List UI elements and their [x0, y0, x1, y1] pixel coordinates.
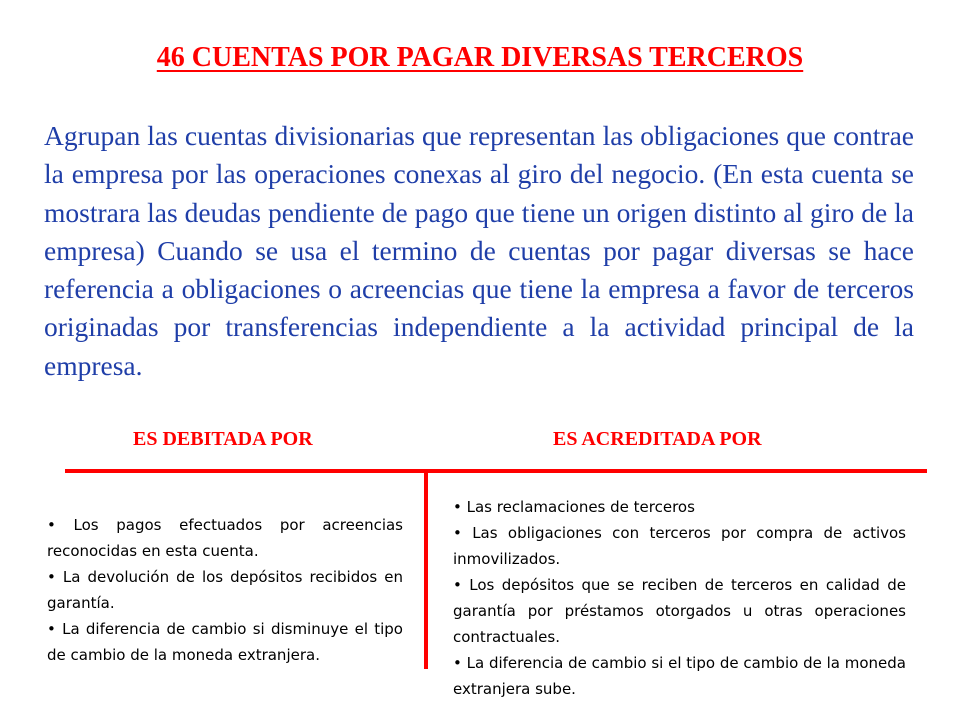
- debit-item: • Los pagos efectuados por acreencias reconocidas en esta cuenta.: [47, 516, 403, 560]
- debit-heading: ES DEBITADA POR: [133, 428, 313, 450]
- intro-paragraph: Agrupan las cuentas divisionarias que representan las obligaciones que contrae la empresa por las operaciones conexas al giro del negocio. (En esta cuenta se mostrara las deudas pendiente de pago que tiene un origen distinto al giro de la empresa) Cuando se usa el termino de cuentas por pagar diversas se hace referencia a obligaciones o acreencias que tiene la empresa a favor de terceros originadas por transferencias independiente a la actividad principal de la empresa.: [44, 120, 914, 381]
- credit-list: [453, 494, 906, 702]
- t-account-horizontal-rule: [65, 469, 927, 473]
- credit-item: • Los depósitos que se reciben de terceros en calidad de garantía por préstamos otorgados u otras operaciones contractuales.: [453, 576, 906, 646]
- page-title: 46 CUENTAS POR PAGAR DIVERSAS TERCEROS: [156, 42, 804, 73]
- credit-item: • La diferencia de cambio si el tipo de cambio de la moneda extranjera sube.: [453, 654, 906, 698]
- debit-list: [47, 512, 403, 668]
- debit-item: • La diferencia de cambio si disminuye el tipo de cambio de la moneda extranjera.: [47, 620, 403, 664]
- credit-item: • Las reclamaciones de terceros: [453, 498, 695, 516]
- credit-item: • Las obligaciones con terceros por compra de activos inmovilizados.: [453, 524, 906, 568]
- t-account-vertical-rule: [424, 469, 428, 669]
- debit-item: • La devolución de los depósitos recibidos en garantía.: [47, 568, 403, 612]
- credit-heading: ES ACREDITADA POR: [553, 428, 762, 450]
